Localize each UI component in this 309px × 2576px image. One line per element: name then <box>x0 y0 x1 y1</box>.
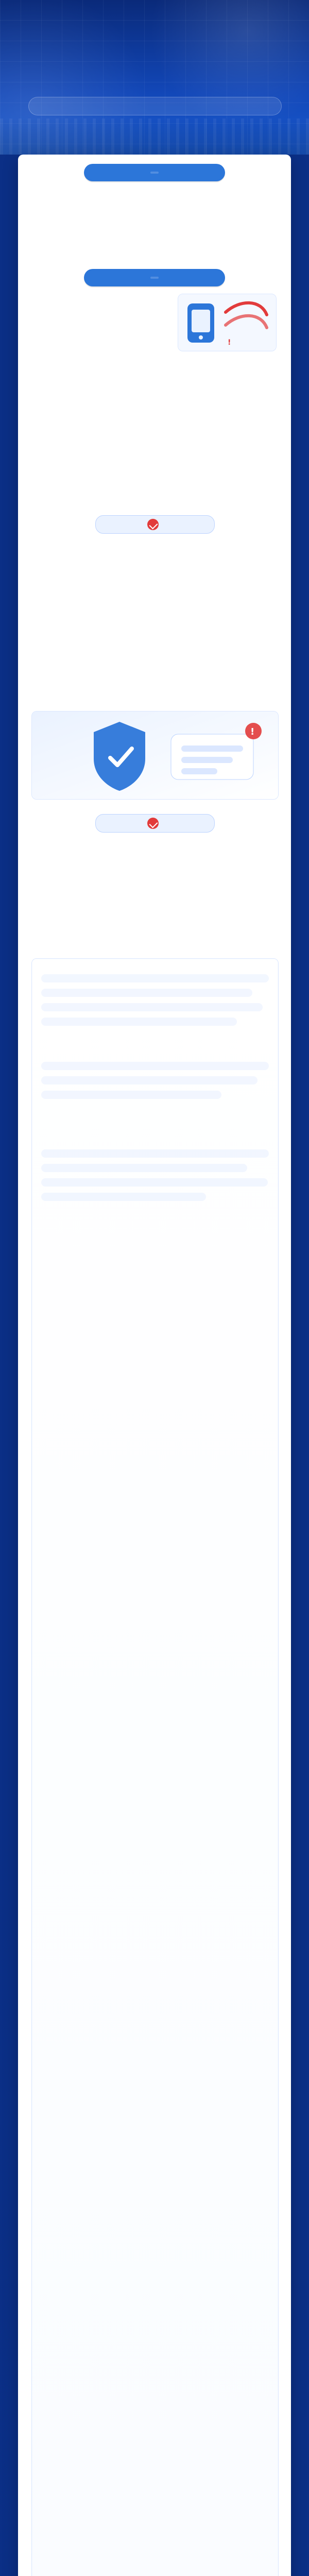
header-decor <box>0 118 309 155</box>
section-what-title-text <box>150 172 159 174</box>
warning-icon <box>147 519 159 530</box>
header <box>0 0 309 155</box>
content-card <box>18 155 291 2576</box>
illustration-security <box>31 711 279 800</box>
more-subhead <box>95 814 215 833</box>
info-icon <box>147 818 159 829</box>
security-svg <box>32 711 278 799</box>
content-continuation <box>31 958 279 2576</box>
types-subhead <box>95 515 215 534</box>
phone-scam-svg <box>178 294 276 351</box>
svg-text:!: ! <box>228 338 231 347</box>
section-what-title <box>84 164 225 181</box>
header-subtitle-badge <box>28 97 282 115</box>
illustration-phone-scam <box>178 294 277 351</box>
continuation-svg <box>32 959 278 2576</box>
section-six-title-text <box>150 277 159 279</box>
svg-text:!: ! <box>250 726 255 737</box>
section-six-title <box>84 269 225 286</box>
